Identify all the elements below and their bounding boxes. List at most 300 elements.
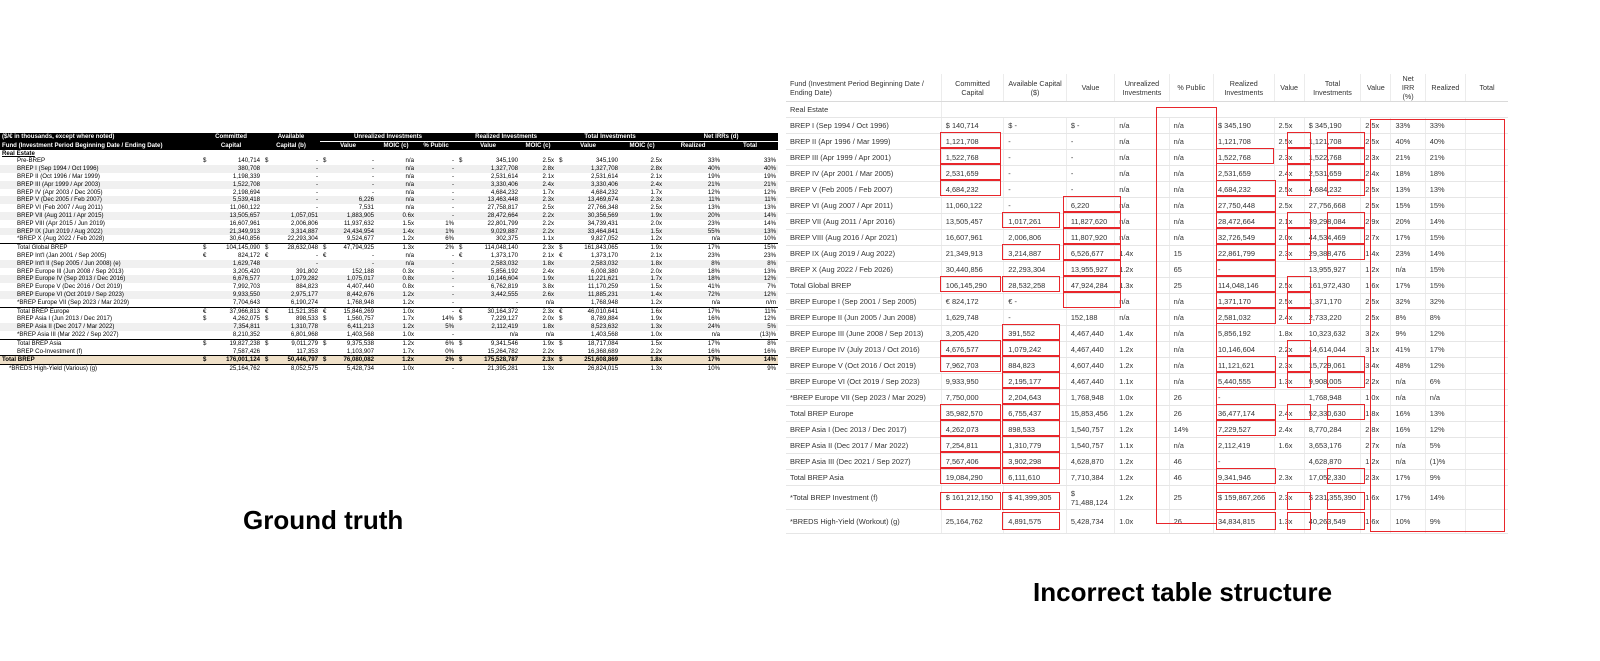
gt-cell: - [416,307,456,315]
pred-cell: 2.3x [1274,470,1304,486]
gt-cell: 23% [707,219,721,227]
gt-cell: 1.7x [620,275,664,283]
gt-row [0,307,778,315]
gt-currency-symbol [456,331,464,339]
gt-head-fund: Fund (Investment Period Beginning Date / Ending Date) [0,141,200,149]
gt-section-label: Real Estate [2,149,35,157]
gt-cell: 7,531 [358,204,375,212]
gt-cell: 824,172 [237,251,261,259]
pred-cell: 19,084,290 [941,470,1004,486]
gt-currency-symbol [320,268,328,276]
gt-cell: 140,714 [237,157,261,165]
gt-cell: n/a [376,181,416,189]
pred-head-committed: Committed Capital [941,74,1004,102]
pred-cell: 2.5x [1361,134,1391,150]
pred-cell: n/a [1169,230,1213,246]
gt-currency-symbol [456,275,464,283]
gt-cell: 3,442,555 [464,291,520,299]
pred-head-public: % Public [1169,74,1213,102]
pred-head-unrealized: Unrealized Investments [1115,74,1169,102]
pred-cell: $ 345,190 [1304,118,1360,134]
pred-cell: 9% [1425,470,1465,486]
gt-currency-symbol [200,181,208,189]
gt-cell: 19,827,238 [208,339,262,347]
gt-cell: 24% [664,323,722,331]
gt-cell: 34,739,431 [587,219,619,227]
gt-cell: 30,640,856 [229,235,261,243]
gt-fund-name: BREP VI (Feb 2007 / Aug 2011) [17,204,103,212]
gt-currency-symbol [456,189,464,197]
pred-head-net-irr: Net IRR (%) [1391,74,1425,102]
gt-cell: 898,533 [296,315,319,323]
gt-cell: 17% [664,339,722,347]
pred-cell: $ 231,355,390 [1304,486,1360,510]
gt-cell: 1% [416,228,456,236]
gt-currency-symbol [262,173,270,181]
pred-cell: 15% [1425,230,1465,246]
gt-currency-symbol [320,260,328,268]
gt-cell: 1.0x [650,330,663,338]
gt-cell: (13)% [759,330,777,338]
gt-cell: 1,310,778 [270,323,320,331]
pred-cell: 12% [1425,422,1465,438]
pred-cell: 2.3x [1274,150,1304,166]
gt-currency-symbol [200,189,208,197]
gt-cell: 2,583,032 [564,260,620,268]
pred-cell: - [1066,134,1114,150]
pred-cell: 12% [1425,326,1465,342]
gt-fund-name: BREP Europe IV (Sep 2013 / Dec 2016) [0,275,200,283]
gt-cell: 1,373,170 [490,251,519,259]
pred-cell: 4,467,440 [1066,374,1114,390]
pred-cell: n/a [1169,374,1213,390]
pred-cell: 2.5x [1361,118,1391,134]
gt-cell: n/a [376,165,416,173]
gt-cell: 4,684,232 [490,188,519,196]
gt-cell: 47,794,925 [328,244,376,252]
gt-currency-symbol [262,235,270,243]
gt-cell: 4,262,075 [232,315,261,323]
gt-cell: 2.1x [650,172,663,180]
gt-cell: n/a [405,172,415,180]
gt-cell: - [416,212,456,220]
gt-cell: 2.3x [520,196,556,204]
gt-currency-symbol: $ [262,356,270,365]
gt-currency-symbol [556,228,564,236]
gt-currency-symbol [456,268,464,276]
pred-fund-name: BREP VII (Aug 2011 / Apr 2016) [786,214,941,230]
pred-cell: $ 41,399,305 [1004,486,1067,510]
gt-header-row-2 [0,141,778,149]
pred-cell: 1,371,170 [1214,294,1275,310]
gt-fund-name: BREP Int'l (Jan 2001 / Sep 2005) [17,251,107,259]
gt-fund-name: Total BREP Europe [0,307,200,315]
pred-cell: 1,371,170 [1304,294,1360,310]
gt-cell: 2.5x [650,204,663,212]
pred-row [786,326,1508,342]
gt-cell: 1.3x [376,244,416,252]
gt-currency-symbol [262,260,270,268]
gt-cell: 6,190,274 [290,298,319,306]
gt-cell: 8% [664,260,722,268]
gt-cell: 1.8x [620,356,664,365]
gt-cell: 2,531,614 [490,172,519,180]
gt-cell: 18% [664,275,722,283]
gt-cell: 1,327,708 [464,165,520,173]
gt-cell: 14% [722,212,778,220]
pred-cell: 9,341,946 [1214,470,1275,486]
gt-head-committed: Committed [200,133,262,141]
pred-cell: $ - [1004,118,1067,134]
pred-cell: 15% [1391,198,1425,214]
gt-currency-symbol [320,212,328,220]
gt-currency-symbol [320,181,328,189]
pred-cell: n/a [1115,134,1169,150]
gt-row [0,323,778,331]
gt-cell: 3,314,887 [270,228,320,236]
pred-cell: 9% [1425,510,1465,534]
gt-cell: 11,170,259 [588,283,619,291]
pred-cell: 14% [1425,246,1465,262]
pred-head-realized2: Realized [1425,74,1465,102]
pred-cell: 2.9x [1361,214,1391,230]
pred-cell: 1.2x [1115,358,1169,374]
pred-cell: n/a [1169,214,1213,230]
pred-cell: 26 [1169,390,1213,406]
gt-cell: 6,801,968 [290,330,319,338]
gt-cell: - [316,157,319,165]
pred-cell: 2.4x [1274,310,1304,326]
pred-cell: 17% [1391,486,1425,510]
gt-cell: n/a [509,330,519,338]
pred-cell: 14,614,044 [1304,342,1360,358]
pred-cell: 1.6x [1361,278,1391,294]
pred-cell: - [1004,198,1067,214]
pred-fund-name: *Total BREP Investment (f) [786,486,941,510]
gt-cell: 1.7x [402,315,415,323]
gt-head-t-moic: MOIC (c) [620,141,664,149]
pred-cell: 2.5x [1274,278,1304,294]
gt-currency-symbol [200,291,208,299]
pred-cell: 16,607,961 [941,230,1004,246]
gt-cell: 50,446,797 [270,356,320,365]
gt-currency-symbol [320,196,328,204]
gt-cell: 4,407,440 [346,283,375,291]
gt-cell: 14% [763,219,777,227]
pred-cell [1466,342,1508,358]
gt-currency-symbol [320,235,328,243]
pred-fund-name: BREP Europe IV (July 2013 / Oct 2016) [786,342,941,358]
gt-fund-name: BREP I (Sep 1994 / Oct 1996) [0,165,200,173]
gt-cell: 6,008,380 [590,267,619,275]
gt-row [0,348,778,356]
pred-cell: n/a [1391,390,1425,406]
pred-cell: 17% [1391,278,1425,294]
gt-fund-name: BREP Int'l II (Sep 2005 / Jun 2008) (e) [0,260,200,268]
gt-currency-symbol: € [320,307,328,315]
gt-cell: - [316,251,319,259]
pred-cell: n/a [1391,438,1425,454]
gt-cell: - [270,196,320,204]
gt-cell: 6,762,819 [490,283,519,291]
gt-fund-name: BREP Europe III (Jun 2008 / Sep 2013) [17,267,124,275]
gt-cell: - [372,188,375,196]
pred-head-total: Total [1466,74,1508,102]
gt-fund-name: *BREP Europe VII (Sep 2023 / Mar 2029) [17,298,130,306]
pred-cell: 1.2x [1115,342,1169,358]
pred-cell: 1.8x [1274,326,1304,342]
gt-currency-symbol [200,212,208,220]
gt-cell: n/a [405,188,415,196]
gt-head-t-value: Value [556,141,620,149]
gt-fund-name: BREP Europe V (Dec 2016 / Oct 2019) [17,283,123,291]
gt-cell: 2.1x [542,251,555,259]
pred-cell [1466,230,1508,246]
gt-cell: 10% [763,235,777,243]
gt-currency-symbol [556,348,564,356]
pred-cell: 4,684,232 [941,182,1004,198]
ground-truth-table [0,133,778,373]
pred-cell: 16% [1391,406,1425,422]
gt-cell: 8,789,884 [590,315,619,323]
pred-cell: 36,477,174 [1214,406,1275,422]
gt-cell: 2,583,032 [464,260,520,268]
pred-cell: 2,531,659 [1304,166,1360,182]
gt-cell: 302,375 [496,235,519,243]
gt-cell: 11% [722,196,778,204]
pred-cell: 8% [1425,310,1465,326]
gt-currency-symbol: € [323,251,327,259]
pred-cell: 1.2x [1115,486,1169,510]
gt-head-r-moic: MOIC (c) [520,141,556,149]
pred-cell: n/a [1169,342,1213,358]
gt-currency-symbol [456,204,464,212]
gt-fund-name: BREP Co-Investment (f) [17,347,83,355]
gt-cell: 114,048,140 [464,244,520,252]
gt-head-irr: Net IRRs (d) [664,133,778,141]
gt-currency-symbol: $ [320,244,328,252]
pred-fund-name: BREP I (Sep 1994 / Oct 1996) [786,118,941,134]
gt-cell: 41% [707,283,721,291]
pred-cell: 1.8x [1361,406,1391,422]
gt-currency-symbol [456,348,464,356]
gt-cell: 5% [416,323,456,331]
pred-cell [1466,294,1508,310]
pred-cell: 5,428,734 [1066,510,1114,534]
gt-cell: 18,717,084 [564,339,620,347]
pred-cell [1466,438,1508,454]
gt-cell: 2.2x [542,219,555,227]
gt-currency-symbol [556,181,564,189]
gt-row [0,260,778,268]
gt-fund-name: BREP VIII (Apr 2015 / Jun 2019) [17,219,105,227]
pred-cell: 1,121,708 [941,134,1004,150]
pred-cell: 6,755,437 [1004,406,1067,422]
pred-cell: 1.6x [1361,510,1391,534]
gt-row [0,356,778,365]
gt-cell: 0.6x [376,212,416,220]
gt-cell: 5,428,734 [346,365,375,373]
pred-cell [1466,278,1508,294]
pred-cell: 2,204,643 [1004,390,1067,406]
gt-currency-symbol [262,275,270,283]
pred-cell: 14% [1425,486,1465,510]
pred-cell [1274,390,1304,406]
gt-cell: 1.2x [650,235,663,243]
pred-cell: 52,330,630 [1304,406,1360,422]
gt-row [0,252,778,260]
gt-cell: 1.8x [520,323,556,331]
gt-cell: 2.2x [520,228,556,236]
gt-fund-name: BREP V (Dec 2005 / Feb 2007) [0,196,200,204]
pred-cell: n/a [1115,182,1169,198]
gt-currency-symbol: $ [559,157,563,165]
gt-cell: 2,112,419 [464,323,520,331]
gt-currency-symbol: $ [200,244,208,252]
gt-cell: 1.4x [376,228,416,236]
pred-cell: 17% [1391,230,1425,246]
pred-table-body [786,102,1508,534]
pred-cell: n/a [1169,198,1213,214]
gt-currency-symbol [262,165,270,173]
pred-cell: $ 345,190 [1214,118,1275,134]
pred-cell: 1.0x [1115,390,1169,406]
gt-cell: 8,210,352 [232,330,261,338]
pred-cell: - [1004,310,1067,326]
pred-cell: 21% [1391,150,1425,166]
gt-cell: 1.2x [650,298,663,306]
pred-cell: 18% [1391,166,1425,182]
gt-cell: 1.9x [650,315,663,323]
gt-cell: 7,229,127 [490,315,519,323]
gt-currency-symbol [262,196,270,204]
gt-currency-symbol: € [559,251,563,259]
gt-currency-symbol [320,291,328,299]
gt-cell: 13% [707,204,721,212]
gt-currency-symbol [320,365,328,373]
pred-cell [1466,470,1508,486]
gt-head-u-value: Value [320,141,376,149]
gt-cell: 33% [763,157,777,165]
gt-head-u-public: % Public [416,141,456,149]
pred-cell: 1.4x [1115,326,1169,342]
gt-cell: 6,226 [328,196,376,204]
gt-cell: 15% [722,244,778,252]
gt-currency-symbol [200,283,208,291]
gt-currency-symbol [262,348,270,356]
gt-currency-symbol [556,196,564,204]
pred-row [786,198,1508,214]
gt-currency-symbol [320,348,328,356]
pred-cell: 26 [1169,510,1213,534]
gt-currency-symbol: $ [262,339,270,347]
gt-currency-symbol: $ [456,356,464,365]
gt-cell: n/a [405,251,415,259]
pred-cell: 33% [1391,118,1425,134]
pred-cell: 46 [1169,454,1213,470]
gt-cell: 30,164,372 [464,307,520,315]
pred-cell: 2.5x [1274,118,1304,134]
gt-currency-symbol [320,283,328,291]
gt-row [0,268,778,276]
gt-currency-symbol [200,173,208,181]
gt-cell: - [452,188,455,196]
gt-cell: 12% [707,188,721,196]
gt-cell: 33% [707,157,721,165]
gt-currency-symbol [556,299,564,307]
gt-head-total: Total Investments [556,133,664,141]
pred-cell: (1)% [1425,454,1465,470]
gt-cell: 1.7x [650,188,663,196]
pred-row [786,422,1508,438]
gt-fund-name: Total BREP Asia [0,339,200,347]
gt-cell: 11,221,621 [564,275,620,283]
gt-cell: 17% [664,307,722,315]
pred-fund-name: BREP Europe II (Jun 2005 / Jun 2008) [786,310,941,326]
gt-currency-symbol [200,196,208,204]
pred-cell: 1.0x [1115,510,1169,534]
gt-currency-symbol [262,331,270,339]
pred-head-value2: Value [1274,74,1304,102]
pred-section-row [786,102,1508,118]
pred-cell: 13,955,927 [1066,262,1114,278]
gt-cell: - [372,172,375,180]
gt-row [0,157,778,165]
gt-cell: 11,885,231 [564,291,620,299]
pred-cell: 5% [1425,438,1465,454]
gt-cell: 1,403,568 [590,330,619,338]
pred-cell: 1,017,261 [1004,214,1067,230]
gt-currency-symbol [262,365,270,373]
gt-cell: - [372,157,375,165]
pred-cell: 7,962,703 [941,358,1004,374]
pred-cell: 7,254,811 [941,438,1004,454]
pred-cell [1466,358,1508,374]
pred-cell: - [1066,166,1114,182]
pred-cell: 2.2x [1274,342,1304,358]
pred-cell: 14% [1169,422,1213,438]
pred-cell: 1,121,708 [1214,134,1275,150]
gt-cell: 6% [445,235,455,243]
gt-cell: - [328,260,376,268]
pred-fund-name: Total BREP Asia [786,470,941,486]
gt-cell: - [416,196,456,204]
gt-cell: 22,801,799 [487,219,519,227]
gt-fund-name: *BREDS High-Yield (Various) (g) [9,365,98,373]
gt-currency-symbol [320,189,328,197]
gt-cell: 21,395,281 [487,365,519,373]
gt-cell: 40% [722,165,778,173]
pred-cell: 15,853,456 [1066,406,1114,422]
pred-cell: 25 [1169,278,1213,294]
pred-cell: n/a [1169,166,1213,182]
gt-cell: 2.8x [620,165,664,173]
prediction-table [786,74,1508,534]
gt-currency-symbol [320,228,328,236]
gt-cell: 8,052,575 [290,365,319,373]
gt-cell: 2.0x [542,315,555,323]
gt-cell: - [270,165,320,173]
pred-row [786,438,1508,454]
gt-cell: 11% [722,307,778,315]
pred-cell: 2.4x [1274,406,1304,422]
pred-cell: 2.5x [1274,294,1304,310]
pred-cell: 17,052,330 [1304,470,1360,486]
gt-cell: 1,768,948 [346,298,375,306]
gt-cell: 2.5x [542,157,555,165]
gt-cell: 1.5x [620,228,664,236]
gt-cell: 16% [763,347,777,355]
